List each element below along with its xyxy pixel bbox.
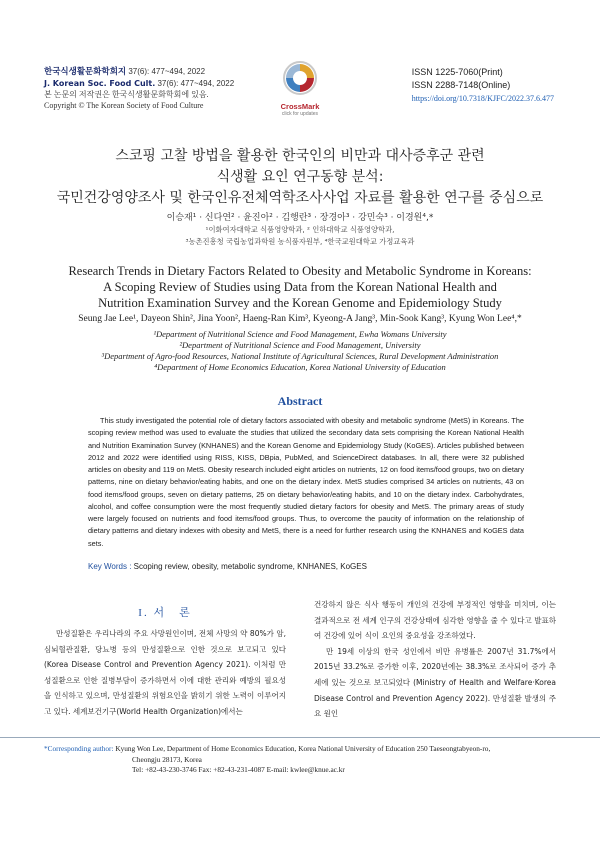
journal-name-ko: 한국식생활문화학회지 <box>44 67 127 77</box>
abstract-body <box>88 415 524 550</box>
title-en-line: A Scoping Review of Studies using Data from the Korean National Health and <box>103 280 497 294</box>
title-ko-line: 국민건강영양조사 및 한국인유전체역학조사사업 자료를 활용한 연구를 중심으로 <box>56 190 544 206</box>
body-column-right <box>314 597 556 722</box>
issn-block <box>412 66 554 105</box>
journal-volume-ko: 37(6): 477~494, 2022 <box>126 67 206 76</box>
journal-volume-en: 37(6): 477~494, 2022 <box>155 79 235 88</box>
copyright-ko: 본 논문의 저작권은 한국식생활문화학회에 있음. <box>44 90 209 99</box>
affiliations-ko <box>0 224 600 248</box>
footnote-label: *Corresponding author: <box>44 744 114 753</box>
intro-paragraph-3: 만 19세 이상의 한국 성인에서 비만 유병률은 2007년 31.7%에서 2015년 33.2%로 증가한 이후, 2020년에는 38.3%로 조사되어 증가 추세에 있는 것으로 보고되었다 (Ministry of Health and Welfare·Korea Disease Control and Prevention Agency 2022). 만성질환 발생의 주요 원인 <box>314 646 556 719</box>
intro-paragraph-2: 건강하지 않은 식사 행동이 개인의 건강에 부정적인 영향을 미치며, 이는 결과적으로 전 세계 인구의 건강상태에 심각한 영향을 줄 수 있다고 발표하여 건강에 있어 식이 요인의 중요성을 강조하였다. <box>314 600 556 641</box>
section-title-introduction: I. 서 론 <box>138 607 192 619</box>
affiliation-ko-line: ¹이화여자대학교 식품영양학과, ² 인하대학교 식품영양학과, <box>205 225 395 234</box>
issn-online: ISSN 2288-7148(Online) <box>411 80 511 90</box>
issn-print: ISSN 1225-7060(Print) <box>411 67 503 77</box>
affiliation-ko-line: ³농촌진흥청 국립농업과학원 농식품자원부, ⁴한국교원대학교 가정교육과 <box>185 237 415 246</box>
title-ko-line: 식생활 요인 연구동향 분석: <box>216 169 384 185</box>
authors-ko: 이승재¹ · 신다연² · 윤진아² · 김행란³ · 장경아³ · 강민숙³ · 이경원⁴,* <box>166 213 434 223</box>
footnote-divider <box>0 737 600 738</box>
abstract-heading: Abstract <box>277 394 323 408</box>
intro-paragraph-1: 만성질환은 우리나라의 주요 사망원인이며, 전체 사망의 약 80%가 암, 심뇌혈관질환, 당뇨병 등의 만성질환으로 인한 것으로 보고되고 있다(Korea Disease Control and Prevention Agency 2021). 이처럼 만성질환으로 인한 질병부담이 증가하면서 이에 대한 관리와 예방의 필요성을 인식하고 있으며, 만성질환의 위험요인을 밝히기 위한 노력이 이루어지고 있다. 세계보건기구(World Health Organization)에서는 <box>44 629 286 716</box>
footnote-line-1: Kyung Won Lee, Department of Home Economics Education, Korea National University of Education 250 Taeseongtabyeon-ro, <box>113 744 491 753</box>
abstract-text: This study investigated the potential role of dietary factors associated with obesity and metabolic syndrome (MetS) in Koreans. The scoping review method was used to evaluate the studies that utilized the secondary data sets comprising the Korean National Health and Nutrition Examination Survey (KNHANES) and the Korean Genome and Epidemiology Study (KoGES). Articles published between 2012 and 2022 were identified using RISS, KISS, DBpia, PubMed, and ScienceDirect databases. In all, there were 32 published articles on obesity and 119 on MetS. Obesity research included eight articles on nutrients, 12 on food items/food groups, two on dietary patterns, nine on dietary behavior/eating habits, and one on the dietary index. MetS studies comprised 34 articles on nutrients, 43 on food items/food groups, seven on dietary patterns, 25 on dietary behavior/eating habits, and 10 on the dietary index. Carbohydrates, alcohol, and coffee consumption were the most frequently studied dietary factors for obesity and MetS. The primary areas of study were largely focused on nutrients and food items/food groups. Thus, to overcome the paucity of information on the relationship of dietary patterns and dietary indexes with obesity and MetS, there is a need for further research using the KNHANES and KoGES data sets. <box>88 416 524 548</box>
affiliation-en-line: ¹Department of Nutritional Science and Food Management, Ewha Womans University <box>153 329 447 339</box>
doi-link[interactable]: https://doi.org/10.7318/KJFC/2022.37.6.477 <box>411 94 554 103</box>
journal-name-en: J. Korean Soc. Food Cult. <box>44 79 156 88</box>
authors-en: Seung Jae Lee¹, Dayeon Shin², Jina Yoon², Haeng-Ran Kim³, Kyeong-A Jang³, Min-Sook Kang³, Kyung Won Lee⁴,* <box>78 314 522 324</box>
copyright-en: Copyright © The Korean Society of Food Culture <box>44 101 204 110</box>
keywords-label: Key Words : <box>88 562 132 571</box>
footnote-line-2: Cheongju 28173, Korea <box>132 754 202 764</box>
footnote-contact: Tel: +82-43-230-3746 Fax: +82-43-231-4087 E-mail: kwlee@knue.ac.kr <box>132 765 345 774</box>
title-ko <box>0 146 600 209</box>
crossmark-icon <box>282 60 318 96</box>
title-ko-line: 스코핑 고찰 방법을 활용한 한국인의 비만과 대사증후군 관련 <box>115 148 485 164</box>
crossmark-label: CrossMark <box>280 102 320 111</box>
keywords <box>88 562 367 571</box>
title-en <box>0 263 600 311</box>
journal-header <box>44 66 234 111</box>
title-en-line: Nutrition Examination Survey and the Korean Genome and Epidemiology Study <box>98 296 502 310</box>
title-en-line: Research Trends in Dietary Factors Related to Obesity and Metabolic Syndrome in Koreans: <box>68 264 532 278</box>
affiliation-en-line: ²Department of Nutritional Science and Food Management, University <box>179 340 421 350</box>
corresponding-author-footnote <box>44 744 564 776</box>
crossmark-sublabel: click for updates <box>281 111 319 117</box>
affiliations-en <box>0 329 600 373</box>
affiliation-en-line: ⁴Department of Home Economics Education, Korea National University of Education <box>154 362 446 372</box>
affiliation-en-line: ³Department of Agro-food Resources, National Institute of Agricultural Sciences, Rural Development Administration <box>101 351 499 361</box>
keywords-list: Scoping review, obesity, metabolic syndrome, KNHANES, KoGES <box>131 562 367 571</box>
body-column-left <box>44 626 286 720</box>
crossmark-badge[interactable] <box>272 60 328 117</box>
